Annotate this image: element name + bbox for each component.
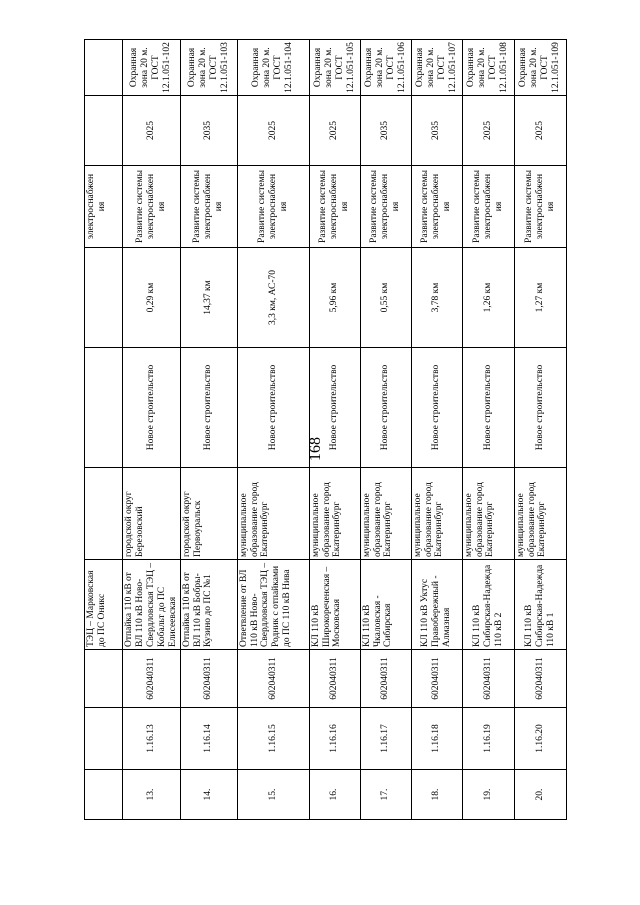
cell-purpose: Развитие системы электроснабжен ия (180, 166, 237, 248)
cell-status: Новое строительство (360, 348, 411, 468)
cell-location: муниципальное образование город Екатеринбург (462, 468, 514, 560)
cell-year: 2025 (237, 96, 309, 166)
cell-no: 17. (360, 770, 411, 820)
cell-year (85, 96, 123, 166)
cell-id: 602040311 (180, 650, 237, 708)
table-row (360, 40, 411, 820)
cell-status: Новое строительство (123, 348, 181, 468)
cell-name: КЛ 110 кВ Сибирская-Надежда 110 кВ 2 (462, 560, 514, 650)
cell-status: Новое строительство (514, 348, 566, 468)
cell-location: муниципальное образование город Екатеринбург (309, 468, 360, 560)
cell-id (85, 650, 123, 708)
cell-no (85, 770, 123, 820)
cell-purpose: Развитие системы электроснабжен ия (462, 166, 514, 248)
table-row (411, 40, 462, 820)
cell-purpose: Развитие системы электроснабжен ия (360, 166, 411, 248)
cell-id: 602040311 (411, 650, 462, 708)
cell-length: 3,78 км (411, 248, 462, 348)
cell-location: городской округ Первоуральск (180, 468, 237, 560)
cell-zone: Охранная зона 20 м. ГОСТ 12.1.051-106 (360, 40, 411, 96)
cell-status: Новое строительство (180, 348, 237, 468)
cell-no: 13. (123, 770, 181, 820)
cell-id: 602040311 (360, 650, 411, 708)
cell-purpose: Развитие системы электроснабжен ия (514, 166, 566, 248)
cell-code: 1.16.18 (411, 708, 462, 770)
cell-name: Отпайка 110 кВ от ВЛ 110 кВ Бобры-Кузино до ПС №1 (180, 560, 237, 650)
cell-code: 1.16.16 (309, 708, 360, 770)
cell-id: 602040311 (462, 650, 514, 708)
cell-location (85, 468, 123, 560)
cell-code: 1.16.20 (514, 708, 566, 770)
cell-name: Отпайка 110 кВ от ВЛ 110 кВ Ново-Свердловская ТЭЦ – Кобальт до ПС Елисеевская (123, 560, 181, 650)
cell-year: 2025 (514, 96, 566, 166)
cell-id: 602040311 (514, 650, 566, 708)
cell-no: 18. (411, 770, 462, 820)
cell-name: КЛ 110 кВ Уктус Правобережный - Алмазная (411, 560, 462, 650)
cell-zone: Охранная зона 20 м. ГОСТ 12.1.051-104 (237, 40, 309, 96)
cell-length (85, 248, 123, 348)
cell-zone: Охранная зона 20 м. ГОСТ 12.1.051-108 (462, 40, 514, 96)
cell-length: 1,27 км (514, 248, 566, 348)
cell-name: КЛ 110 кВ Широкореченская – Московская (309, 560, 360, 650)
cell-status: Новое строительство (411, 348, 462, 468)
cell-name: ТЭЦ – Марковская до ПС Оникс (85, 560, 123, 650)
cell-purpose: Развитие системы электроснабжен ия (411, 166, 462, 248)
cell-length: 0,29 км (123, 248, 181, 348)
table-row-continuation (85, 40, 123, 820)
cell-name: Ответвление от ВЛ 110 кВ Ново-Свердловская ТЭЦ – Родник с отпайками до ПС 110 кВ Нива (237, 560, 309, 650)
table-row (309, 40, 360, 820)
cell-location: муниципальное образование город Екатеринбург (360, 468, 411, 560)
cell-no: 19. (462, 770, 514, 820)
cell-year: 2035 (180, 96, 237, 166)
cell-length: 0,55 км (360, 248, 411, 348)
cell-zone: Охранная зона 20 м. ГОСТ 12.1.051-109 (514, 40, 566, 96)
cell-status: Новое строительство (462, 348, 514, 468)
cell-purpose: Развитие системы электроснабжен ия (123, 166, 181, 248)
cell-code: 1.16.15 (237, 708, 309, 770)
cell-length: 14,37 км (180, 248, 237, 348)
cell-length: 3,3 км, АС-70 (237, 248, 309, 348)
cell-zone: Охранная зона 20 м. ГОСТ 12.1.051-103 (180, 40, 237, 96)
cell-zone: Охранная зона 20 м. ГОСТ 12.1.051-102 (123, 40, 181, 96)
cell-code: 1.16.14 (180, 708, 237, 770)
rotated-table-container (84, 40, 562, 820)
cell-location: муниципальное образование город Екатеринбург (514, 468, 566, 560)
cell-status: Новое строительство (309, 348, 360, 468)
cell-zone: Охранная зона 20 м. ГОСТ 12.1.051-107 (411, 40, 462, 96)
cell-year: 2025 (123, 96, 181, 166)
cell-year: 2025 (462, 96, 514, 166)
table-row (123, 40, 181, 820)
cell-year: 2035 (411, 96, 462, 166)
cell-purpose: Развитие системы электроснабжен ия (237, 166, 309, 248)
cell-year: 2025 (309, 96, 360, 166)
cell-name: КЛ 110 кВ Чкаловская - Сибирская (360, 560, 411, 650)
cell-code: 1.16.13 (123, 708, 181, 770)
table-row (462, 40, 514, 820)
cell-zone: Охранная зона 20 м. ГОСТ 12.1.051-105 (309, 40, 360, 96)
cell-no: 20. (514, 770, 566, 820)
cell-length: 1,26 км (462, 248, 514, 348)
cell-location: городской округ Березовский (123, 468, 181, 560)
cell-id: 602040311 (123, 650, 181, 708)
cell-location: муниципальное образование город Екатеринбург (411, 468, 462, 560)
cell-code: 1.16.17 (360, 708, 411, 770)
cell-name: КЛ 110 кВ Сибирская-Надежда 110 кВ 1 (514, 560, 566, 650)
cell-length: 5,96 км (309, 248, 360, 348)
cell-status: Новое строительство (237, 348, 309, 468)
cell-code (85, 708, 123, 770)
cell-id: 602040311 (309, 650, 360, 708)
table-row (237, 40, 309, 820)
cell-code: 1.16.19 (462, 708, 514, 770)
page-number: 168 (307, 437, 324, 461)
cell-location: муниципальное образование город Екатеринбург (237, 468, 309, 560)
facilities-table (84, 39, 567, 820)
cell-status (85, 348, 123, 468)
cell-no: 16. (309, 770, 360, 820)
cell-zone (85, 40, 123, 96)
table-row (180, 40, 237, 820)
cell-year: 2035 (360, 96, 411, 166)
cell-no: 15. (237, 770, 309, 820)
table-row (514, 40, 566, 820)
cell-purpose: электроснабжен ия (85, 166, 123, 248)
cell-purpose: Развитие системы электроснабжен ия (309, 166, 360, 248)
cell-no: 14. (180, 770, 237, 820)
cell-id: 602040311 (237, 650, 309, 708)
